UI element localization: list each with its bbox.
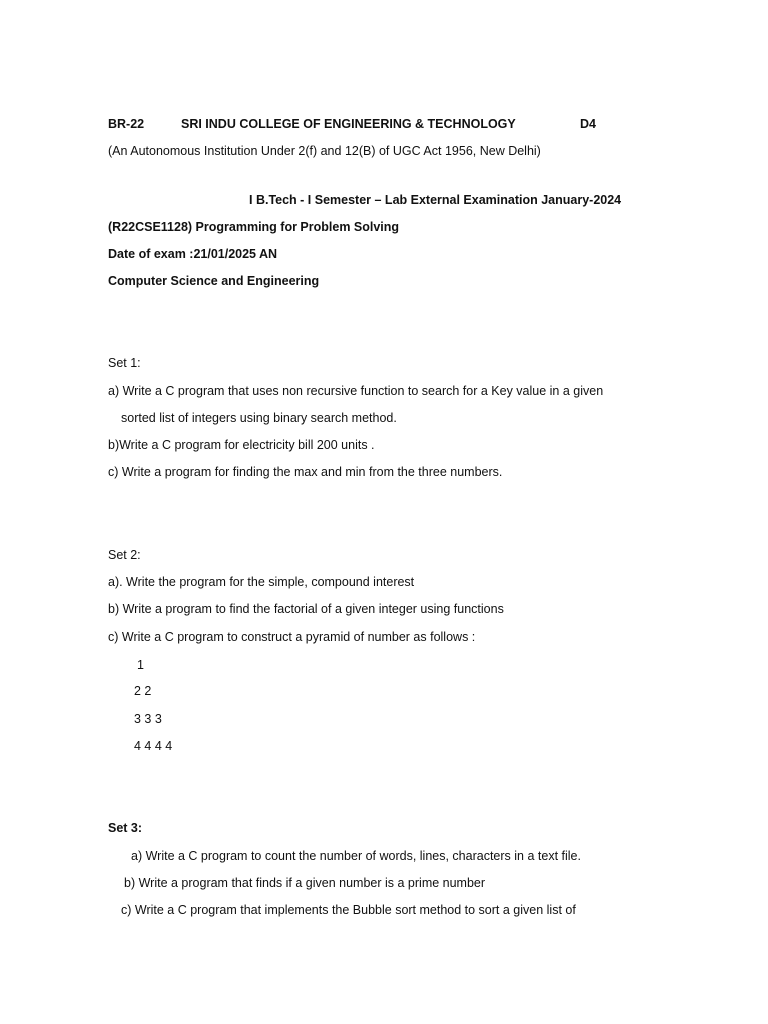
pyramid-row: 3 3 3 [134, 712, 162, 726]
regulation-code: BR-22 [108, 117, 145, 131]
set-3-question-b: b) Write a program that finds if a given number is a prime number [124, 876, 486, 890]
set-1-question-a: a) Write a C program that uses non recursive function to search for a Key value in a given [108, 384, 604, 398]
set-3-question-a: a) Write a C program to count the number of words, lines, characters in a text file. [131, 849, 581, 863]
pyramid-row: 4 4 4 4 [134, 739, 173, 753]
paper-set-code: D4 [580, 117, 596, 131]
exam-title: I B.Tech - I Semester – Lab External Examination January-2024 [249, 193, 622, 207]
autonomous-note: (An Autonomous Institution Under 2(f) and 12(B) of UGC Act 1956, New Delhi) [108, 144, 541, 158]
exam-date: Date of exam :21/01/2025 AN [108, 247, 278, 261]
department-name: Computer Science and Engineering [108, 274, 320, 288]
set-3-question-c: c) Write a C program that implements the Bubble sort method to sort a given list of [121, 903, 576, 917]
pyramid-row: 2 2 [134, 684, 152, 698]
set-1-question-c: c) Write a program for finding the max and min from the three numbers. [108, 465, 503, 479]
set-2-question-b: b) Write a program to find the factorial of a given integer using functions [108, 602, 504, 616]
pyramid-row: 1 [137, 658, 144, 672]
set-3-heading: Set 3: [108, 821, 143, 835]
set-1-question-a-continued: sorted list of integers using binary search method. [121, 411, 397, 425]
set-2-question-a: a). Write the program for the simple, compound interest [108, 575, 415, 589]
set-2-heading: Set 2: [108, 548, 141, 562]
course-title: (R22CSE1128) Programming for Problem Solving [108, 220, 400, 234]
college-name: SRI INDU COLLEGE OF ENGINEERING & TECHNOLOGY [181, 117, 516, 131]
set-1-question-b: b)Write a C program for electricity bill 200 units . [108, 438, 375, 452]
set-2-question-c: c) Write a C program to construct a pyramid of number as follows : [108, 630, 476, 644]
set-1-heading: Set 1: [108, 356, 141, 370]
